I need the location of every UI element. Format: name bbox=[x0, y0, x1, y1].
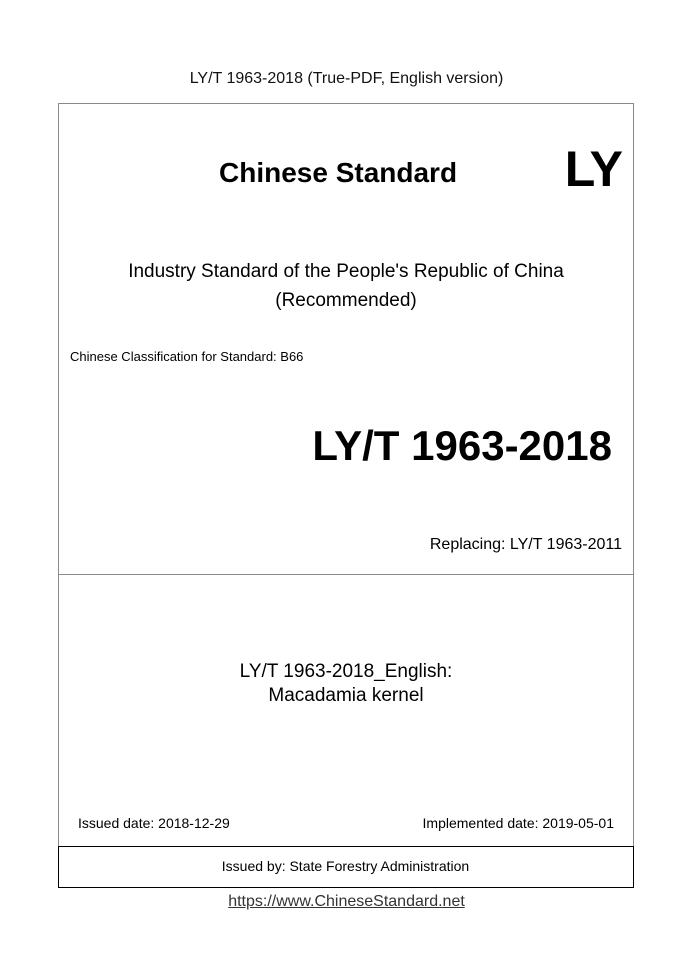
website-link[interactable]: https://www.ChineseStandard.net bbox=[228, 893, 465, 910]
industry-standard-label bbox=[59, 257, 633, 315]
classification-label: Chinese Classification for Standard: B66 bbox=[70, 349, 304, 364]
issuer-panel bbox=[58, 846, 634, 888]
issued-date: Issued date: 2018-12-29 bbox=[78, 815, 230, 831]
cover-panel bbox=[58, 103, 634, 575]
standard-code-letters: LY bbox=[564, 141, 622, 197]
document-title bbox=[59, 660, 633, 708]
implemented-date: Implemented date: 2019-05-01 bbox=[422, 815, 614, 831]
industry-line-2: (Recommended) bbox=[275, 290, 417, 311]
industry-line-1: Industry Standard of the People's Republic of China bbox=[128, 261, 564, 282]
document-title-line-1: LY/T 1963-2018_English: bbox=[239, 661, 453, 682]
replacing-label: Replacing: LY/T 1963-2011 bbox=[429, 536, 622, 553]
issued-by-label: Issued by: State Forestry Administration bbox=[221, 858, 470, 874]
standard-number: LY/T 1963-2018 bbox=[312, 422, 612, 469]
footer bbox=[0, 893, 693, 911]
document-title-line-2: Macadamia kernel bbox=[268, 685, 424, 706]
cover-heading: Chinese Standard bbox=[219, 157, 458, 188]
page-header: LY/T 1963-2018 (True-PDF, English version) bbox=[189, 70, 504, 87]
document-panel bbox=[58, 574, 634, 847]
